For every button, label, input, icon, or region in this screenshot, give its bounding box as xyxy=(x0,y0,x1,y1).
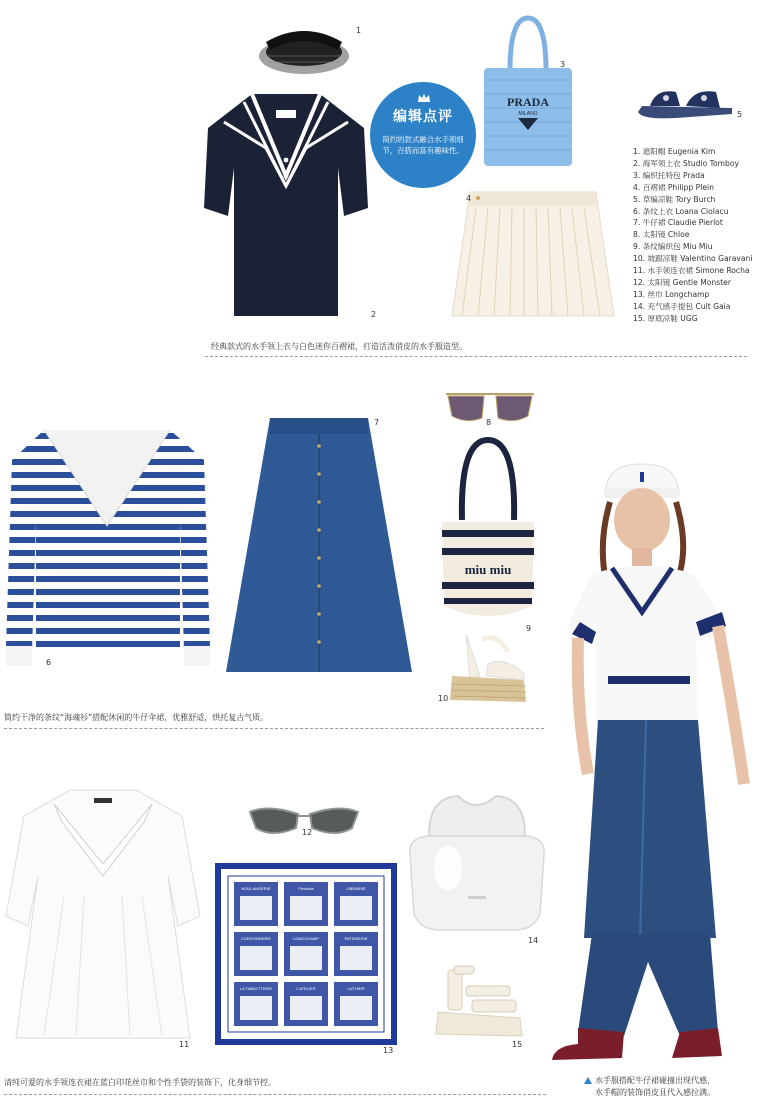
prada-tote-image xyxy=(480,14,576,170)
legend-item: 6. 条纹上衣 Loana Ciolacu xyxy=(633,206,729,216)
model-photo xyxy=(548,462,758,1070)
scarf-sign: Fleuriste xyxy=(298,886,314,891)
scarf-sign: PATISSERIE xyxy=(344,936,368,941)
prada-sub-text: MILANO xyxy=(518,111,538,117)
legend-item: 12. 太阳镜 Gentle Monster xyxy=(633,277,731,287)
editor-note-badge xyxy=(370,82,476,188)
legend-item: 11. 水手领连衣裙 Simone Rocha xyxy=(633,266,750,276)
legend-item: 2. 海军领上衣 Studio Tomboy xyxy=(633,158,739,168)
legend-item: 10. 坡跟凉鞋 Valentino Garavani xyxy=(633,254,753,264)
model-caption-line: 水手服搭配牛仔裙碰撞出现代感， xyxy=(595,1076,715,1085)
item-number: 8 xyxy=(486,418,492,427)
pleated-skirt-image xyxy=(452,190,614,324)
scarf-sign: LA TABLETTERIE xyxy=(239,986,273,991)
scarf-sign: BOULANGERIE xyxy=(241,886,271,891)
item-number: 12 xyxy=(302,828,313,837)
scarf-sign: LIBRAIRIE xyxy=(346,886,366,891)
item-number: 11 xyxy=(179,1040,190,1049)
legend-item: 5. 草编凉鞋 Tory Burch xyxy=(633,194,716,204)
white-dress-image xyxy=(4,786,202,1048)
legend-item: 14. 充气感手提包 Cult Gaia xyxy=(633,301,731,311)
divider xyxy=(205,356,747,357)
item-number: 6 xyxy=(46,658,52,667)
section-caption: 简约干净的条纹“海魂衫”搭配休闲的牛仔伞裙，优雅舒适，烘托复古气质。 xyxy=(4,713,269,722)
section-caption: 经典款式的水手领上衣与白色迷你百褶裙，打造活泼俏皮的水手服造型。 xyxy=(211,342,467,351)
item-number: 15 xyxy=(512,1040,523,1049)
divider xyxy=(4,728,544,729)
item-number: 2 xyxy=(371,310,377,319)
model-caption-line: 水手帽的装饰俏皮且代入感拉满。 xyxy=(595,1088,715,1097)
item-number: 9 xyxy=(526,624,532,633)
item-number: 13 xyxy=(383,1046,394,1055)
editor-note-text: 简约的款式融合水手领细节，百搭而富有趣味性。 xyxy=(382,135,464,155)
brand-legend xyxy=(633,146,752,325)
legend-item: 4. 百褶裙 Philipp Plein xyxy=(633,182,714,192)
item-number: 5 xyxy=(737,110,743,119)
item-number: 1 xyxy=(356,26,362,35)
item-number: 7 xyxy=(374,418,380,427)
striped-top-image xyxy=(4,420,210,672)
platform-sandal-image xyxy=(432,960,524,1040)
item-number: 4 xyxy=(466,194,472,203)
longchamp-scarf-image xyxy=(218,866,394,1042)
wedge-sandal-image xyxy=(446,630,530,706)
prada-logo-text: PRADA xyxy=(507,95,549,109)
scarf-sign: LONGCHAMP xyxy=(293,936,319,941)
item-number: 3 xyxy=(560,60,566,69)
item-number: 14 xyxy=(528,936,539,945)
scarf-sign: LUTHIER xyxy=(347,986,365,991)
crown-icon xyxy=(418,94,430,102)
scarf-sign: CORDONNERIE xyxy=(240,936,272,941)
legend-item: 8. 太阳镜 Chloe xyxy=(633,230,690,240)
denim-skirt-image xyxy=(226,416,412,678)
visor-hat-image xyxy=(252,22,352,77)
item-number: 10 xyxy=(438,694,449,703)
legend-item: 15. 厚底凉鞋 UGG xyxy=(633,313,698,323)
legend-item: 9. 条纹编织包 Miu Miu xyxy=(633,242,713,252)
legend-item: 13. 丝巾 Longchamp xyxy=(633,289,710,299)
section-caption: 清纯可爱的水手领连衣裙在蓝白印花丝巾和个性手袋的装饰下，化身细节控。 xyxy=(4,1078,276,1087)
navy-sandal-image xyxy=(636,84,736,124)
legend-item: 7. 牛仔裙 Claudie Pierlot xyxy=(633,218,723,228)
editor-note-title: 编辑点评 xyxy=(393,109,453,125)
glossy-white-bag-image xyxy=(404,788,550,934)
sailor-top-image xyxy=(204,88,368,320)
legend-item: 3. 编织托特包 Prada xyxy=(633,170,705,180)
striped-knit-bag-image xyxy=(436,436,540,624)
scarf-sign: L'ATELIER xyxy=(296,986,316,991)
legend-item: 1. 遮阳帽 Eugenia Kim xyxy=(633,147,716,156)
miumiu-logo-text: miu miu xyxy=(464,562,512,577)
triangle-marker-icon xyxy=(584,1077,592,1084)
divider xyxy=(4,1094,546,1095)
